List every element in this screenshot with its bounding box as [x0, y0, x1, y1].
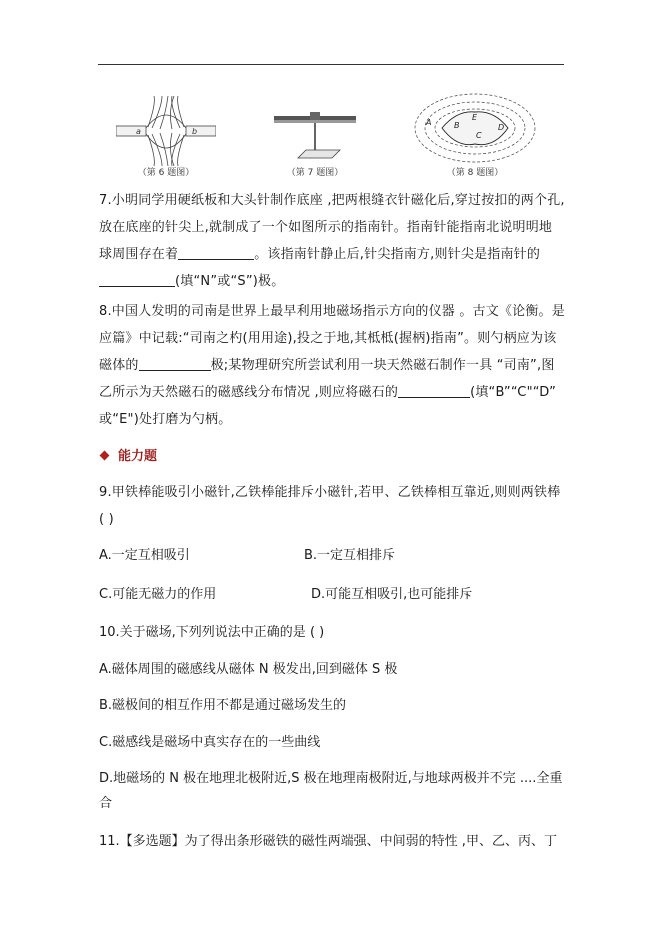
q7-line-3-end: 。该指南针静止后,针尖指南方,则针尖是指南针的: [254, 247, 541, 262]
q7-line-4-text: (填“N”或“S”)极。: [175, 274, 285, 289]
q10-option-d-line-2[interactable]: 合: [99, 796, 113, 811]
point-label-a: A: [426, 118, 432, 127]
point-label-b: B: [454, 121, 460, 130]
figure-6: [116, 92, 216, 176]
diamond-bullet-icon: [100, 451, 110, 461]
magnetic-field-lines-figure-6: [116, 92, 216, 176]
q7-line-2: 放在底座的针尖上,就制成了一个如图所示的指南针。指南针能指南北说明明地: [99, 220, 553, 235]
q9-option-d[interactable]: D.可能互相吸引,也可能排斥: [311, 587, 473, 602]
q8-line-4-end: (填“B”“C"“D”: [470, 385, 557, 400]
q8-line-2: 应篇》中记载:“司南之杓(用用途),投之于地,其柢柢(握柄)指南”。则勺柄应为该: [99, 331, 557, 346]
q10-stem: 10.关于磁场,下列列说法中正确的是 ( ): [99, 625, 325, 640]
q8-line-3-start: 磁体的: [99, 358, 139, 373]
figure-8: [412, 92, 538, 176]
point-label-d: D: [498, 123, 505, 132]
q7-line-3-start: 球周围存在着: [99, 247, 179, 262]
compass-needle-stand-figure-7: [270, 92, 360, 176]
section-title: 能力题: [118, 449, 158, 464]
q7-line-1: 7.小明同学用硬纸板和大头针制作底座 ,把两根缝衣针磁化后,穿过按扣的两个孔,: [99, 193, 565, 208]
q7-answer-blank-2[interactable]: [99, 272, 175, 287]
q8-line-3: [99, 352, 569, 379]
q11-stem: 11.【多选题】为了得出条形磁铁的磁性两端强、中间弱的特性 ,甲、乙、丙、丁: [99, 834, 557, 849]
q8-line-4: [99, 379, 569, 406]
q8-line-1: 8.中国人发明的司南是世界上最早利用地磁场指示方向的仪器 。古文《论衡。是: [99, 304, 565, 319]
point-label-e: E: [472, 113, 478, 122]
q9-answer-paren[interactable]: ( ): [99, 512, 114, 527]
question-7: [99, 187, 569, 295]
q7-line-3: [99, 241, 569, 268]
q10-option-c[interactable]: C.磁感线是磁场中真实存在的一些曲线: [99, 735, 321, 750]
q8-answer-blank-1[interactable]: [139, 356, 211, 371]
question-8: [99, 298, 569, 433]
question-9: [99, 479, 569, 533]
figure-7-caption: （第 7 题图）: [286, 168, 344, 178]
q8-line-4-start: 乙所示为天然磁石的磁感线分布情况 ,则应将磁石的: [99, 385, 399, 400]
q9-option-c[interactable]: C.可能无磁力的作用: [99, 587, 217, 602]
q9-option-a[interactable]: A.一定互相吸引: [99, 548, 190, 563]
lodestone-field-lines-figure-8: [412, 92, 538, 176]
q10-option-d-line-1[interactable]: D.地磁场的 N 极在地理北极附近,S 极在地理南极附近,与地球两极并不完 ....全重: [99, 771, 563, 786]
q10-option-a[interactable]: A.磁体周围的磁感线从磁体 N 极发出,回到磁体 S 极: [99, 662, 398, 677]
figure-8-caption: （第 8 题图）: [446, 168, 504, 178]
section-heading: [101, 445, 157, 464]
point-label-c: C: [476, 131, 482, 140]
q8-line-3-end: 极;某物理研究所尝试利用一块天然磁石制作一具 “司南”,图: [210, 358, 555, 373]
pole-label-b: b: [192, 127, 198, 136]
q10-option-b[interactable]: B.磁极间的相互作用不都是通过磁场发生的: [99, 698, 347, 713]
q9-stem: 9.甲铁棒能吸引小磁针,乙铁棒能排斥小磁针,若甲、乙铁棒相互靠近,则则两铁棒: [99, 485, 561, 500]
figure-6-caption: （第 6 题图）: [137, 168, 195, 178]
q7-line-4: [99, 268, 569, 295]
header-rule: [98, 64, 564, 65]
q7-answer-blank-1[interactable]: [178, 245, 254, 260]
q8-answer-blank-2[interactable]: [398, 383, 470, 398]
pole-label-a: a: [136, 127, 141, 136]
q8-line-5: 或“E")处打磨为勺柄。: [99, 412, 232, 427]
figure-7: [270, 92, 360, 176]
q9-option-b[interactable]: B.一定互相排斥: [304, 548, 396, 563]
